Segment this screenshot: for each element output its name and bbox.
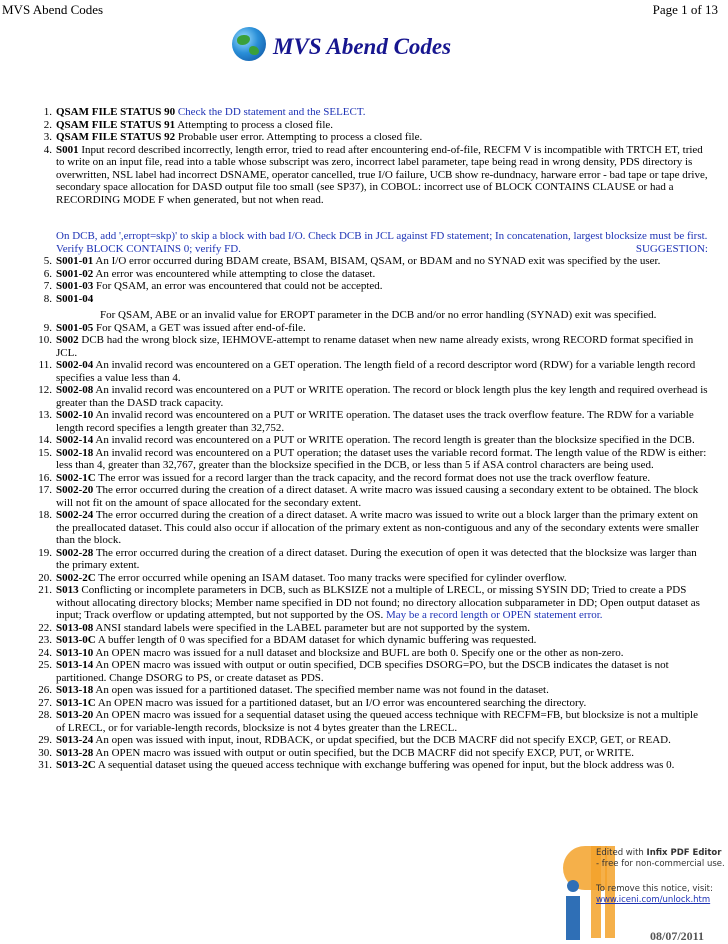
- abend-code: S013-0C: [56, 634, 96, 646]
- list-item: [43, 321, 708, 335]
- abend-description: An open was issued for a partitioned dataset. The specified member name was not found in the dataset.: [93, 684, 549, 696]
- list-item: [38, 471, 708, 485]
- list-item: [43, 255, 708, 268]
- item-number: 4.: [43, 143, 52, 156]
- list-item: [43, 280, 708, 293]
- list-item: [38, 446, 708, 472]
- abend-description: An invalid record was encountered on a PUT or WRITE operation. The record or block length plus the key length and required overhead is greater than the DASD track capacity.: [56, 384, 708, 409]
- item-number: 15.: [38, 446, 52, 459]
- abend-description: The error occurred while opening an ISAM dataset. Too many tracks were specified for cylinder overflow.: [95, 571, 567, 584]
- abend-description: The error occurred during the creation of a direct dataset. A write macro was issued to write out a block larger than the primary extent on the preallocated dataset. This could also occur if allocation of the primary extent as non-contiguous and any of the secondary extents were smaller than the block.: [56, 509, 699, 546]
- abend-description: An OPEN macro was issued with output or outin specified, but the DCB MACRF did not specify EXCP, PUT, or WRITE.: [93, 746, 634, 759]
- header-title: MVS Abend Codes: [2, 2, 104, 17]
- list-item: [38, 409, 708, 434]
- list-item: [43, 143, 708, 207]
- abend-description: An error was encountered while attempting to close the dataset.: [93, 267, 376, 280]
- list-item: [43, 292, 708, 306]
- list-item: [38, 509, 708, 547]
- watermark-notice: To remove this notice, visit:: [596, 884, 713, 894]
- item-number: 13.: [38, 409, 52, 421]
- item-number: 2.: [43, 118, 52, 131]
- abend-description: Conflicting or incomplete parameters in DCB, such as BLKSIZE not a multiple of LRECL, or missing SYSIN DD; Tried to create a PDS without allocating directory blocks; Member name specified in DD not found; no directory allocation subparameter in DD; Open output dataset as input; Track overflow or updating attempted, but not supported by the OS.: [56, 584, 700, 621]
- item-number: 3.: [43, 131, 52, 143]
- abend-description: An OPEN macro was issued for a partitioned dataset, but an I/O error was encountered searching the directory.: [95, 696, 587, 709]
- abend-code: S002: [56, 334, 79, 346]
- list-item: [38, 384, 708, 409]
- list-item: [43, 131, 708, 144]
- item-number: 7.: [43, 280, 52, 292]
- abend-description: DCB had the wrong block size, IEHMOVE-attempt to rename dataset when new name already exists, wrong RECORD format specified in JCL.: [56, 334, 694, 359]
- list-item: [38, 571, 708, 585]
- abend-code: S013-1C: [56, 696, 96, 709]
- list-item: [38, 734, 708, 747]
- abend-code: S001: [56, 143, 79, 156]
- item-number: 31.: [38, 759, 52, 771]
- abend-description: An invalid record was encountered on a PUT or WRITE operation. The dataset uses the track overflow feature. The RDW for a variable length record specifies a length greater than 32,752.: [56, 409, 694, 434]
- item-number: 11.: [38, 359, 52, 371]
- qsam-note-text: For QSAM, ABE or an invalid value for EROPT parameter in the DCB and/or no error handling (SYNAD) exit was specified.: [100, 309, 657, 321]
- info-icon: [562, 880, 584, 940]
- list-item: [38, 334, 708, 359]
- item-number: 27.: [38, 696, 52, 709]
- abend-code: S001-02: [56, 267, 94, 280]
- abend-description: An open was issued with input, inout, RDBACK, or updat specified, but the DCB MACRF did not specify EXCP, GET, or READ.: [93, 734, 671, 746]
- list-item: [38, 584, 708, 622]
- list-item: [38, 746, 708, 760]
- abend-code: S001-04: [56, 292, 94, 305]
- item-number: 10.: [38, 334, 52, 346]
- item-number: 8.: [43, 292, 52, 305]
- abend-code: S002-08: [56, 384, 94, 396]
- list-item: [43, 106, 708, 119]
- abend-code: S001-03: [56, 280, 94, 292]
- item-number: 26.: [38, 684, 52, 696]
- suggestion-paragraph: [56, 230, 708, 255]
- abend-code: S002-20: [56, 484, 94, 496]
- item-number: 19.: [38, 546, 52, 559]
- abend-code: S002-18: [56, 446, 94, 459]
- abend-description: For QSAM, a GET was issued after end-of-file.: [93, 321, 306, 334]
- item-number: 23.: [38, 634, 52, 646]
- item-number: 5.: [43, 255, 52, 267]
- list-item: [38, 484, 708, 509]
- abend-description: An OPEN macro was issued for a null dataset and blocksize and BUFL are both 0. Specify one or the other as non-zero.: [93, 646, 624, 659]
- item-number: 24.: [38, 646, 52, 659]
- item-number: 6.: [43, 267, 52, 280]
- item-number: 9.: [43, 321, 52, 334]
- list-item: [43, 267, 708, 281]
- watermark-link[interactable]: www.iceni.com/unlock.htm: [596, 895, 711, 905]
- list-item: [38, 709, 708, 734]
- list-item: [38, 546, 708, 572]
- spacer: [56, 206, 708, 230]
- list-item: [38, 434, 708, 447]
- qsam-note: [56, 309, 708, 322]
- editor-watermark: [596, 848, 726, 906]
- suggestion-text: On DCB, add ',erropt=skp)' to skip a block with bad I/O. Check DCB in JCL against FD statement; In concatenation, largest blocksize must be first. Verify BLOCK CONTAINS 0; verify FD.: [56, 230, 708, 255]
- abend-description: ANSI standard labels were specified in the LABEL parameter but are not supported by the system.: [93, 621, 530, 634]
- list-item: [43, 118, 708, 132]
- abend-code: S013-18: [56, 684, 94, 696]
- list-item: [38, 759, 708, 772]
- item-number: 12.: [38, 384, 52, 396]
- abend-description: Check the DD statement and the SELECT.: [175, 106, 366, 118]
- document-date: 08/07/2011: [650, 929, 705, 943]
- abend-description: An OPEN macro was issued for a sequential dataset using the queued access technique with RECFM=FB, but blocksize is not a multiple of LRECL, or for variable-length records, blocksize is not 4 bytes greater than the LRECL.: [56, 709, 698, 734]
- list-item: [38, 634, 708, 647]
- abend-description: A buffer length of 0 was specified for a BDAM dataset for which dynamic buffering was requested.: [95, 634, 537, 646]
- page-indicator: Page 1 of 13: [652, 2, 718, 17]
- abend-code: QSAM FILE STATUS 90: [56, 106, 176, 118]
- item-number: 28.: [38, 709, 52, 721]
- item-number: 14.: [38, 434, 52, 446]
- abend-code: S013-10: [56, 646, 94, 659]
- item-number: 30.: [38, 746, 52, 759]
- globe-icon: [232, 27, 266, 61]
- item-number: 21.: [38, 584, 52, 596]
- abend-code: QSAM FILE STATUS 92: [56, 131, 176, 143]
- list-item: [38, 646, 708, 660]
- abend-code: S002-14: [56, 434, 94, 446]
- abend-description: A sequential dataset using the queued access technique with exchange buffering was opened for input, but the block address was 0.: [95, 759, 675, 771]
- abend-code: S002-04: [56, 359, 94, 371]
- abend-code: S013-2C: [56, 759, 96, 771]
- item-number: 18.: [38, 509, 52, 521]
- abend-code: S013-28: [56, 746, 94, 759]
- abend-code: S002-24: [56, 509, 94, 521]
- abend-code: S013-20: [56, 709, 94, 721]
- abend-code: S013-08: [56, 621, 94, 634]
- abend-code: S002-2C: [56, 571, 96, 584]
- abend-description: An invalid record was encountered on a PUT operation; the dataset uses the variable record format. The length value of the RDW is either: less than 4, greater than 32,767, greater than the blocksize specified in the DCB, or less than 5 if ASA control characters are being used.: [56, 446, 707, 471]
- item-number: 29.: [38, 734, 52, 746]
- abend-description: The error occurred during the creation of a direct dataset. During the execution of open it was detected that the blocksize was larger than the primary extent.: [56, 546, 697, 571]
- page-title: MVS Abend Codes: [273, 34, 452, 59]
- watermark-text-2: - free for non-commercial use.: [596, 859, 725, 869]
- list-item: [38, 621, 708, 635]
- list-item: [38, 359, 708, 384]
- abend-description: An I/O error occurred during BDAM create, BSAM, BISAM, QSAM, or BDAM and no SYNAD exit was specified by the user.: [93, 255, 661, 267]
- list-item: [38, 696, 708, 710]
- abend-code: S002-1C: [56, 471, 96, 484]
- item-number: 17.: [38, 484, 52, 496]
- abend-description: An invalid record was encountered on a PUT or WRITE operation. The record length is greater than the blocksize specified in the DCB.: [93, 434, 695, 446]
- list-item: [38, 684, 708, 697]
- item-number: 22.: [38, 621, 52, 634]
- item-number: 25.: [38, 659, 52, 671]
- abend-description: An OPEN macro was issued with output or outin specified, DCB specifies DSORG=PO, but the DSCB indicates the dataset is not partitioned. Change DSORG to PS, or create dataset as PDS.: [56, 659, 669, 684]
- abend-code: S013-14: [56, 659, 94, 671]
- abend-description: Probable user error. Attempting to process a closed file.: [175, 131, 423, 143]
- abend-description: Input record described incorrectly, length error, tried to read after encountering end-of-file, RECFM V is incompatible with TRTCH ET, tried to write on an input file, read into a table whose subscript was zero, incorrect label parameter, tape being read in wrong density, PDS directory is overwritten, NSL label had incorrect DSNAME, operator cancelled, true I/O failure, UCB show re-dundnacy, harware error - bad tape or tape drive, secondary space allocation for DASD output file too small (see SP37), in COBOL: incorrect use of BLOCK CONTAINS CLAUSE or had a RECORDING MODE F when generated, but not when read.: [56, 143, 708, 206]
- abend-code: S013: [56, 584, 79, 596]
- item-number: 20.: [38, 571, 52, 584]
- abend-note: May be a record length or OPEN statement error.: [383, 609, 603, 621]
- abend-code: S002-10: [56, 409, 94, 421]
- abend-code: S002-28: [56, 546, 94, 559]
- item-number: 16.: [38, 471, 52, 484]
- abend-code: QSAM FILE STATUS 91: [56, 118, 176, 131]
- abend-code: S001-05: [56, 321, 94, 334]
- abend-description: The error was issued for a record larger than the track capacity, and the record format does not use the track overflow feature.: [95, 471, 651, 484]
- abend-code: S001-01: [56, 255, 94, 267]
- abend-code-list: [0, 106, 708, 772]
- watermark-text: Edited with: [596, 848, 647, 858]
- abend-description: The error occurred during the creation of a direct dataset. A write macro was issued causing a secondary extent to be obtained. The block will not fit on the amount of space allocated for the secondary extent.: [56, 484, 699, 509]
- abend-description: For QSAM, an error was encountered that could not be accepted.: [93, 280, 383, 292]
- list-item: [38, 659, 708, 684]
- abend-description: An invalid record was encountered on a GET operation. The length field of a record descriptor word (RDW) for a variable length record specifies a value less than 4.: [56, 359, 696, 384]
- abend-description: Attempting to process a closed file.: [175, 118, 334, 131]
- suggestion-label: SUGGESTION:: [635, 242, 708, 255]
- watermark-product: Infix PDF Editor: [646, 848, 722, 858]
- abend-code: S013-24: [56, 734, 94, 746]
- item-number: 1.: [43, 106, 52, 118]
